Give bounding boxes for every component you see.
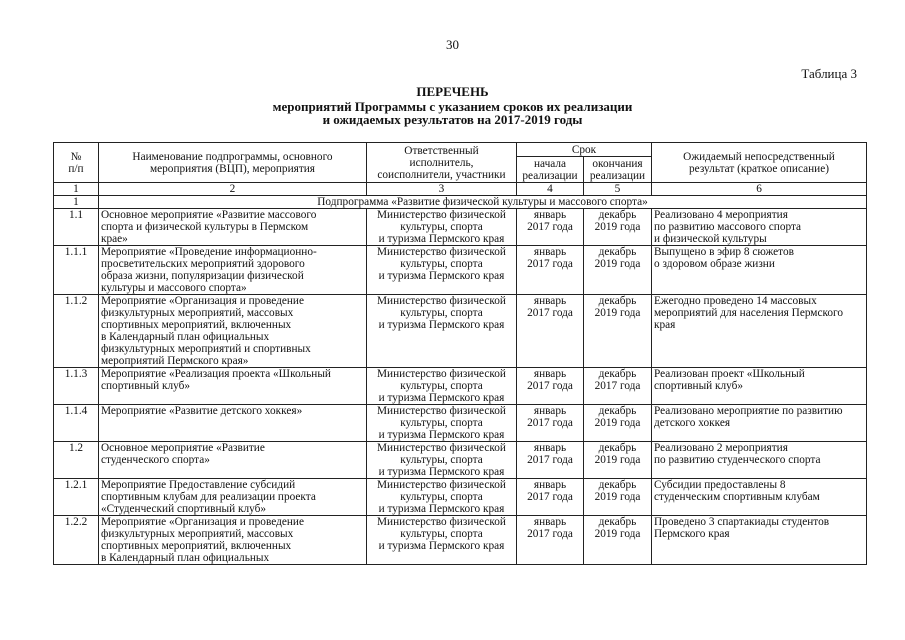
row-result: Реализовано мероприятие по развитию детского хоккея bbox=[652, 405, 867, 442]
column-number: 1 bbox=[54, 183, 99, 196]
row-name: Мероприятие «Проведение информационно- просветительских мероприятий здорового образа жизни, популяризации физической культуры и массового спорта» bbox=[99, 246, 367, 295]
column-number: 6 bbox=[652, 183, 867, 196]
row-start: январь 2017 года bbox=[517, 405, 584, 442]
row-responsible: Министерство физической культуры, спорта и туризма Пермского края bbox=[367, 479, 517, 516]
row-num: 1.1.1 bbox=[54, 246, 99, 295]
row-start: январь 2017 года bbox=[517, 368, 584, 405]
row-name: Мероприятие «Организация и проведение физкультурных мероприятий, массовых спортивных мероприятий, включенных в Календарный план официальных bbox=[99, 516, 367, 565]
column-number: 3 bbox=[367, 183, 517, 196]
row-result: Реализовано 4 мероприятия по развитию массового спорта и физической культуры bbox=[652, 209, 867, 246]
row-name: Мероприятие Предоставление субсидий спортивным клубам для реализации проекта «Студенческий спортивный клуб» bbox=[99, 479, 367, 516]
column-numbers-row bbox=[54, 183, 867, 196]
row-responsible: Министерство физической культуры, спорта и туризма Пермского края bbox=[367, 209, 517, 246]
column-number: 2 bbox=[99, 183, 367, 196]
row-name: Мероприятие «Реализация проекта «Школьный спортивный клуб» bbox=[99, 368, 367, 405]
row-start: январь 2017 года bbox=[517, 209, 584, 246]
table-row bbox=[54, 209, 867, 246]
table-row bbox=[54, 295, 867, 368]
column-number: 5 bbox=[584, 183, 652, 196]
table-row bbox=[54, 368, 867, 405]
header-end: окончания реализации bbox=[584, 157, 652, 183]
row-start: январь 2017 года bbox=[517, 442, 584, 479]
header-num: № п/п bbox=[54, 143, 99, 183]
row-end: декабрь 2019 года bbox=[584, 405, 652, 442]
document-title: ПЕРЕЧЕНЬ bbox=[416, 84, 489, 99]
row-num: 1.1.4 bbox=[54, 405, 99, 442]
row-responsible: Министерство физической культуры, спорта и туризма Пермского края bbox=[367, 442, 517, 479]
row-end: декабрь 2019 года bbox=[584, 516, 652, 565]
row-start: январь 2017 года bbox=[517, 246, 584, 295]
row-num: 1.2.2 bbox=[54, 516, 99, 565]
row-end: декабрь 2019 года bbox=[584, 479, 652, 516]
row-result: Реализован проект «Школьный спортивный клуб» bbox=[652, 368, 867, 405]
row-num: 1.1 bbox=[54, 209, 99, 246]
row-result: Ежегодно проведено 14 массовых мероприятий для населения Пермского края bbox=[652, 295, 867, 368]
table-caption: Таблица 3 bbox=[801, 66, 857, 81]
table-row bbox=[54, 479, 867, 516]
row-responsible: Министерство физической культуры, спорта и туризма Пермского края bbox=[367, 246, 517, 295]
row-end: декабрь 2017 года bbox=[584, 368, 652, 405]
header-term: Срок bbox=[517, 143, 652, 157]
row-start: январь 2017 года bbox=[517, 295, 584, 368]
header-name: Наименование подпрограммы, основного мероприятия (ВЦП), мероприятия bbox=[99, 143, 367, 183]
row-end: декабрь 2019 года bbox=[584, 442, 652, 479]
row-end: декабрь 2019 года bbox=[584, 295, 652, 368]
row-responsible: Министерство физической культуры, спорта и туризма Пермского края bbox=[367, 516, 517, 565]
row-name: Мероприятие «Организация и проведение физкультурных мероприятий, массовых спортивных мероприятий, включенных в Календарный план официальных физкультурных мероприятий и спортивных мероприятий Пермского края» bbox=[99, 295, 367, 368]
row-responsible: Министерство физической культуры, спорта и туризма Пермского края bbox=[367, 295, 517, 368]
table-row bbox=[54, 405, 867, 442]
row-num: 1.2 bbox=[54, 442, 99, 479]
table-row bbox=[54, 246, 867, 295]
row-responsible: Министерство физической культуры, спорта и туризма Пермского края bbox=[367, 405, 517, 442]
subprogram-num: 1 bbox=[54, 196, 99, 209]
row-name: Мероприятие «Развитие детского хоккея» bbox=[99, 405, 367, 442]
row-result: Реализовано 2 мероприятия по развитию студенческого спорта bbox=[652, 442, 867, 479]
subprogram-title: Подпрограмма «Развитие физической культуры и массового спорта» bbox=[99, 196, 867, 209]
row-end: декабрь 2019 года bbox=[584, 209, 652, 246]
header-start: начала реализации bbox=[517, 157, 584, 183]
header-result: Ожидаемый непосредственный результат (краткое описание) bbox=[652, 143, 867, 183]
row-result: Субсидии предоставлены 8 студенческим спортивным клубам bbox=[652, 479, 867, 516]
row-name: Основное мероприятие «Развитие массового спорта и физической культуры в Пермском крае» bbox=[99, 209, 367, 246]
row-num: 1.1.3 bbox=[54, 368, 99, 405]
table-row bbox=[54, 516, 867, 565]
row-name: Основное мероприятие «Развитие студенческого спорта» bbox=[99, 442, 367, 479]
page-number: 30 bbox=[446, 37, 459, 52]
row-result: Проведено 3 спартакиады студентов Пермского края bbox=[652, 516, 867, 565]
column-number: 4 bbox=[517, 183, 584, 196]
row-num: 1.1.2 bbox=[54, 295, 99, 368]
activities-table bbox=[53, 142, 867, 565]
row-start: январь 2017 года bbox=[517, 516, 584, 565]
row-responsible: Министерство физической культуры, спорта и туризма Пермского края bbox=[367, 368, 517, 405]
row-end: декабрь 2019 года bbox=[584, 246, 652, 295]
table-row bbox=[54, 442, 867, 479]
row-result: Выпущено в эфир 8 сюжетов о здоровом образе жизни bbox=[652, 246, 867, 295]
header-responsible: Ответственный исполнитель, соисполнители, участники bbox=[367, 143, 517, 183]
row-start: январь 2017 года bbox=[517, 479, 584, 516]
subprogram-row bbox=[54, 196, 867, 209]
row-num: 1.2.1 bbox=[54, 479, 99, 516]
document-subtitle: мероприятий Программы с указанием сроков их реализации и ожидаемых результатов на 2017-2019 годы bbox=[272, 99, 633, 127]
